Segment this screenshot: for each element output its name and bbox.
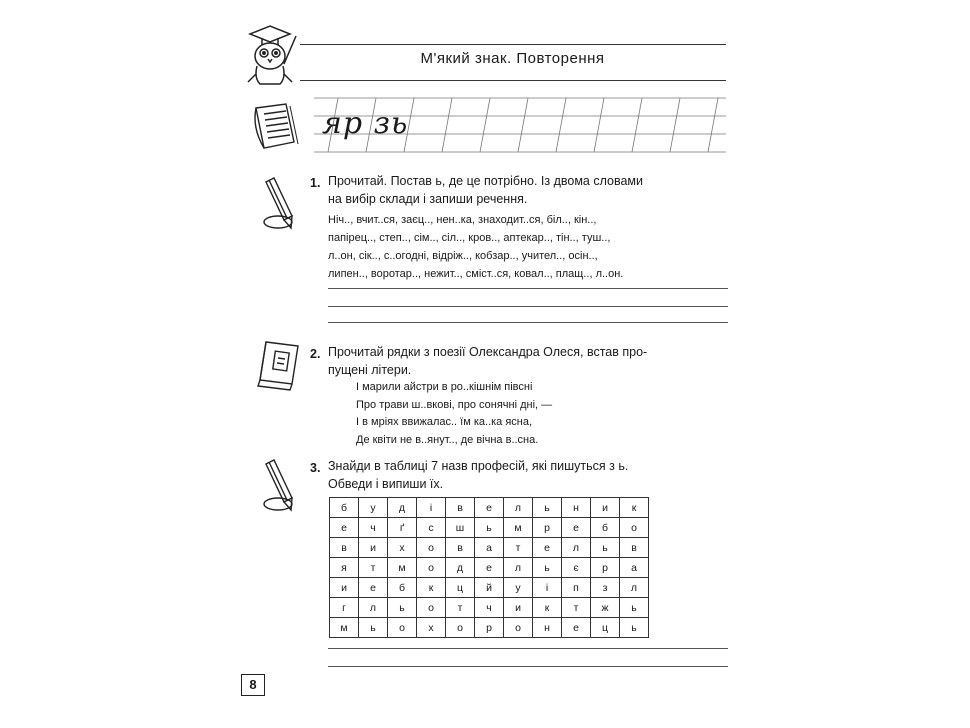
word-line: липен.., воротар.., нежит.., сміст..ся, ковал.., плащ.., л..он. [328,268,624,280]
letter-grid [329,497,649,638]
task2-poem [356,379,552,449]
grid-cell: е [533,538,562,558]
grid-cell: ь [620,598,649,618]
grid-cell: в [330,538,359,558]
grid-cell: ь [359,618,388,638]
grid-cell: м [504,518,533,538]
writing-line [328,666,728,667]
writing-line [328,648,728,649]
header-bottom-rule [300,80,726,81]
poem-line: І в мріях ввижалас.. їм ка..ка ясна, [356,416,533,428]
grid-cell: я [330,558,359,578]
writing-line [328,322,728,323]
grid-cell: ь [591,538,620,558]
grid-cell: н [562,498,591,518]
grid-cell: т [446,598,475,618]
grid-cell: л [620,578,649,598]
book-icon [252,336,304,392]
grid-row [330,538,649,558]
task1-number: 1. [310,176,321,190]
grid-cell: л [359,598,388,618]
header-top-rule [300,44,726,45]
grid-row [330,518,649,538]
page-number: 8 [241,674,265,696]
grid-row [330,598,649,618]
notebook-icon [250,98,302,154]
grid-cell: б [591,518,620,538]
grid-cell: х [417,618,446,638]
grid-cell: е [562,518,591,538]
grid-cell: ч [475,598,504,618]
word-line: папірец.., степ.., сім.., сіл.., кров.., аптекар.., тін.., туш.., [328,232,611,244]
grid-cell: т [562,598,591,618]
grid-cell: е [475,498,504,518]
grid-cell: й [475,578,504,598]
grid-cell: з [591,578,620,598]
grid-row [330,558,649,578]
grid-cell: є [562,558,591,578]
grid-cell: ґ [388,518,417,538]
task2-prompt-line: пущені літери. [328,363,412,377]
grid-row [330,618,649,638]
grid-cell: л [562,538,591,558]
grid-cell: д [446,558,475,578]
grid-cell: п [562,578,591,598]
task1-prompt [328,172,728,208]
grid-cell: а [620,558,649,578]
pencil-icon [258,176,298,232]
grid-cell: р [591,558,620,578]
grid-cell: в [446,498,475,518]
word-line: л..он, сік.., с..огодні, відріж.., кобзар.., учител.., осін.., [328,250,598,262]
grid-cell: и [330,578,359,598]
grid-cell: у [359,498,388,518]
grid-cell: і [417,498,446,518]
grid-cell: о [446,618,475,638]
grid-cell: е [359,578,388,598]
grid-cell: д [388,498,417,518]
grid-cell: с [417,518,446,538]
task3-prompt [328,457,728,493]
poem-line: І марили айстри в ро..кішнім півсні [356,381,533,393]
grid-cell: н [533,618,562,638]
grid-cell: о [417,558,446,578]
grid-cell: р [475,618,504,638]
grid-cell: о [388,618,417,638]
page-title: М'який знак. Повторення [420,50,605,67]
writing-line [328,306,728,307]
task3-prompt-line: Знайди в таблиці 7 назв професій, які пишуться з ь. [328,459,629,473]
grid-cell: ц [446,578,475,598]
grid-cell: ч [359,518,388,538]
grid-cell: к [417,578,446,598]
grid-cell: ь [475,518,504,538]
grid-cell: ь [533,498,562,518]
grid-cell: ь [388,598,417,618]
grid-cell: м [388,558,417,578]
poem-line: Де квіти не в..янут.., де вічна в..сна. [356,433,539,446]
task1-words [328,211,728,283]
grid-cell: о [504,618,533,638]
grid-cell: и [359,538,388,558]
grid-cell: о [417,598,446,618]
grid-cell: і [533,578,562,598]
grid-cell: г [330,598,359,618]
task2-prompt [328,343,728,379]
grid-cell: о [620,518,649,538]
copybook-letters: яр зь [322,106,409,141]
grid-cell: у [504,578,533,598]
grid-cell: о [417,538,446,558]
owl-teacher-icon [240,18,300,88]
task1-prompt-line: Прочитай. Постав ь, де це потрібно. Із двома словами [328,174,643,188]
grid-cell: л [504,498,533,518]
writing-line [328,288,728,289]
grid-cell: т [504,538,533,558]
task3-number: 3. [310,461,321,475]
task2-number: 2. [310,347,321,361]
grid-cell: ь [620,618,649,638]
grid-cell: е [330,518,359,538]
pencil-icon [258,458,298,514]
grid-cell: х [388,538,417,558]
grid-cell: и [591,498,620,518]
grid-cell: в [620,538,649,558]
task3-prompt-line: Обведи і випиши їх. [328,477,444,491]
grid-cell: к [620,498,649,518]
poem-line: Про трави ш..вкові, про сонячні дні, — [356,398,553,411]
grid-cell: е [562,618,591,638]
grid-row [330,498,649,518]
grid-row [330,578,649,598]
grid-cell: ц [591,618,620,638]
grid-cell: м [330,618,359,638]
grid-cell: в [446,538,475,558]
grid-cell: е [475,558,504,578]
grid-cell: р [533,518,562,538]
grid-cell: л [504,558,533,578]
task2-prompt-line: Прочитай рядки з поезії Олександра Олеся, встав про- [328,345,648,359]
grid-cell: к [533,598,562,618]
grid-cell: т [359,558,388,578]
grid-cell: б [330,498,359,518]
grid-cell: б [388,578,417,598]
word-line: Ніч.., вчит..ся, заєц.., нен..ка, знаходит..ся, біл.., кін.., [328,214,597,226]
grid-cell: ш [446,518,475,538]
grid-cell: ж [591,598,620,618]
grid-cell: и [504,598,533,618]
grid-cell: ь [533,558,562,578]
grid-cell: а [475,538,504,558]
task1-prompt-line: на вибір склади і запиши речення. [328,192,528,206]
